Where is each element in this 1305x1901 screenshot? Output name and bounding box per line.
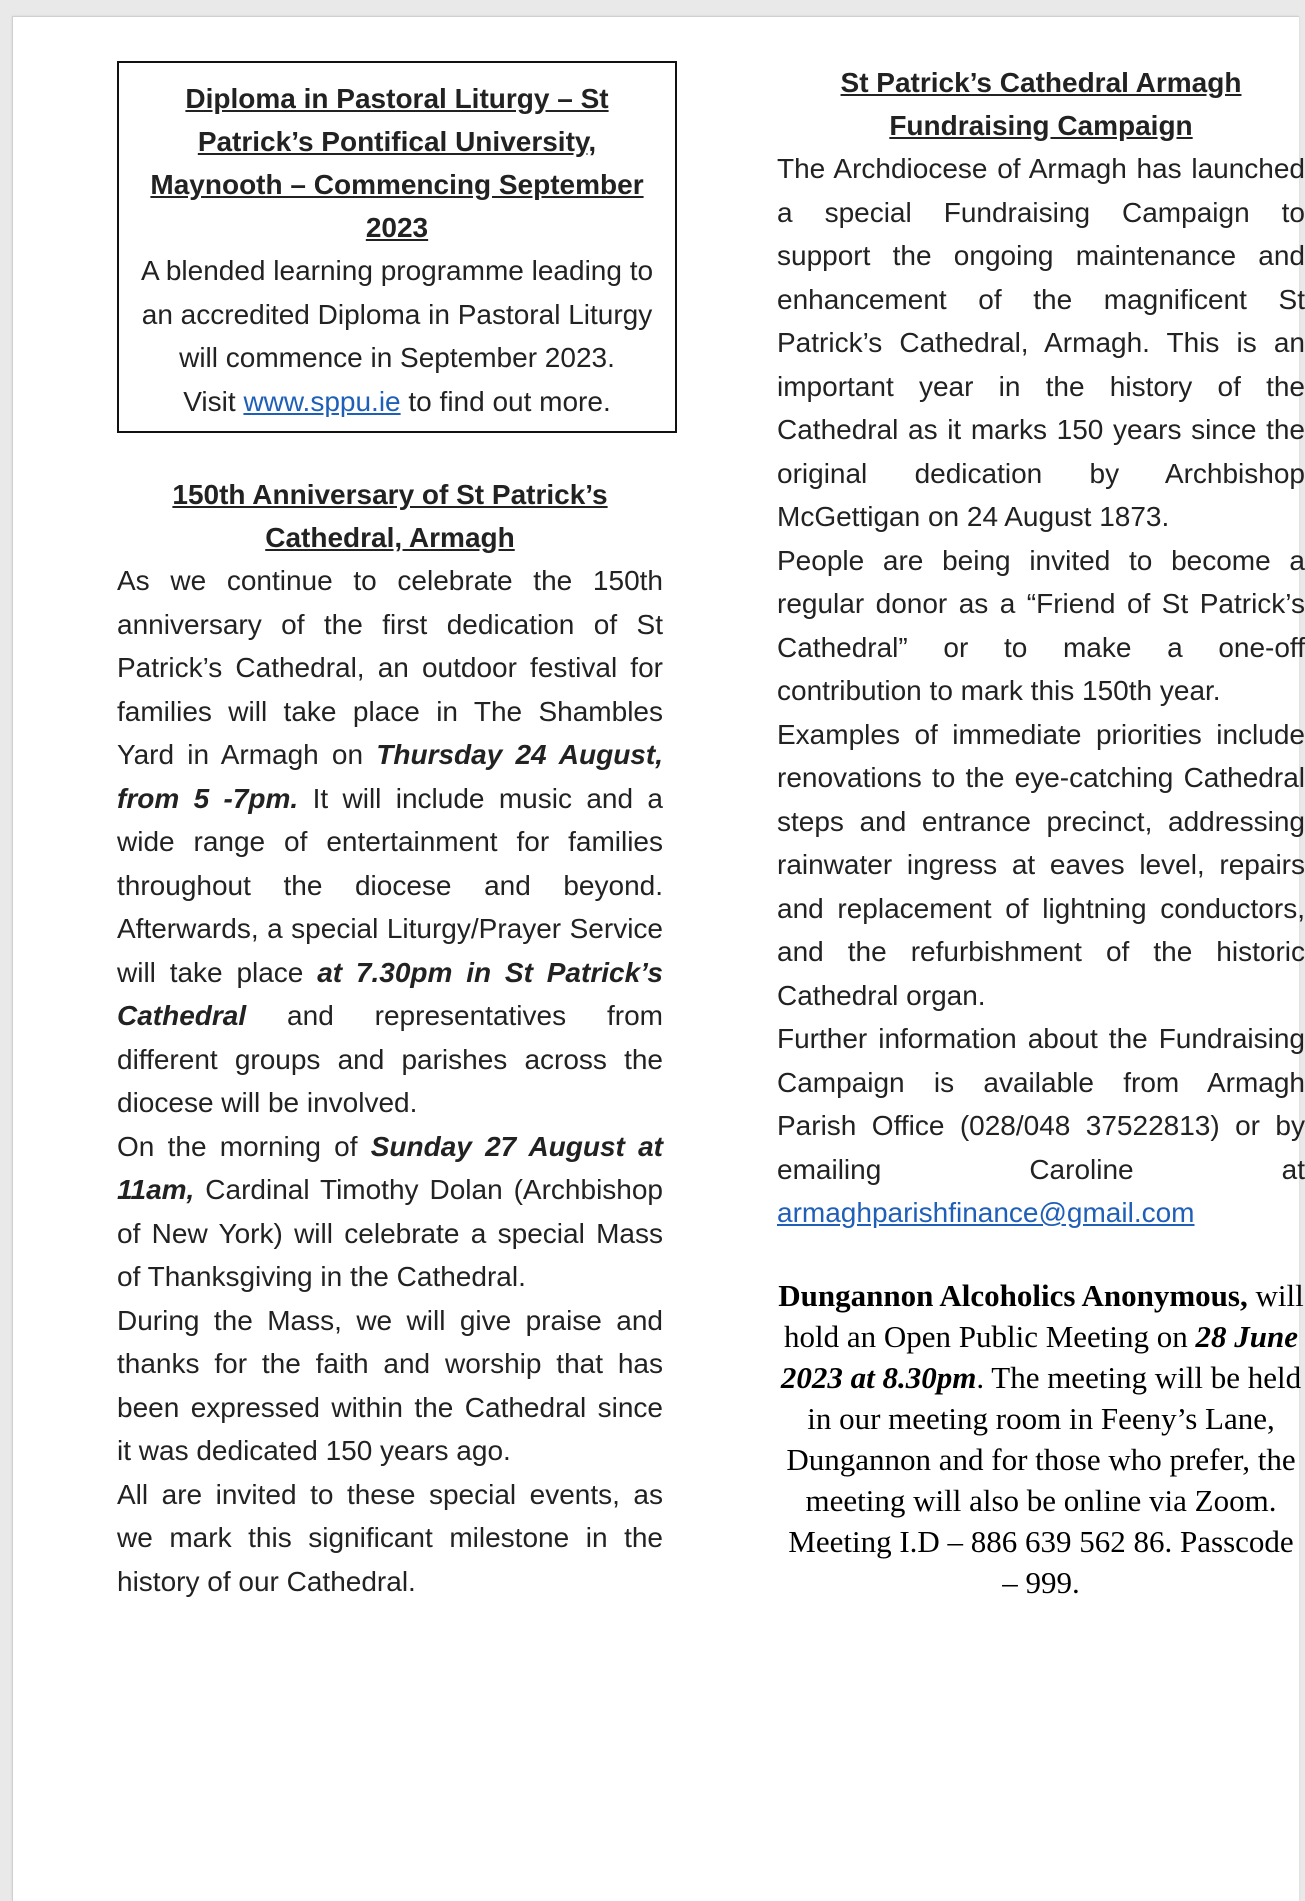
diploma-visit-suffix: to find out more.	[400, 385, 611, 417]
anniversary-paragraph-1	[117, 559, 663, 1125]
anniversary-p1-text-c: It will include music and a wide range of entertainment for families throughout the diocese and beyond. Afterwards, a special Liturgy/Prayer Service will take place	[117, 782, 663, 988]
aa-text-1: will hold an Open Public Meeting on	[783, 1277, 1304, 1354]
sppu-link[interactable]: www.sppu.ie	[243, 385, 401, 417]
diploma-visit-line	[135, 380, 659, 424]
anniversary-p1-text-e: and representatives from different groups and parishes across the diocese will be involved.	[117, 1000, 663, 1118]
anniversary-p2-text-c: Cardinal Timothy Dolan (Archbishop of New York) will celebrate a special Mass of Thanksgiving in the Cathedral.	[117, 1174, 663, 1292]
diploma-notice-box	[117, 61, 677, 433]
document-page	[12, 16, 1305, 1901]
anniversary-p2-text-a: On the morning of	[117, 1130, 371, 1162]
diploma-body: A blended learning programme leading to an accredited Diploma in Pastoral Liturgy will commence in September 2023.	[140, 255, 654, 373]
fundraising-paragraph-4	[777, 1017, 1305, 1235]
anniversary-p1-text-a: As we continue to celebrate the 150th anniversary of the first dedication of St Patrick’s Cathedral, an outdoor festival for families will take place in The Shambles Yard in Armagh on	[117, 565, 663, 770]
left-column	[103, 61, 663, 1603]
aa-date: 28 June 2023 at 8.30pm	[780, 1318, 1299, 1395]
anniversary-paragraph-4: All are invited to these special events, as we mark this significant milestone in the history of our Cathedral.	[117, 1478, 663, 1597]
mass-date: Sunday 27 August at 11am,	[117, 1130, 663, 1205]
diploma-title: Diploma in Pastoral Liturgy – St Patrick’s Pontifical University, Maynooth – Commencing September 2023	[150, 83, 644, 243]
fundraising-paragraph-2: People are being invited to become a regular donor as a “Friend of St Patrick’s Cathedral” or to make a one-off contribution to mark this 150th year.	[777, 544, 1305, 706]
aa-text-2: . The meeting will be held in our meeting room in Feeny’s Lane, Dungannon and for those who prefer, the meeting will also be online via Zoom. Meeting I.D – 886 639 562 86. Passcode – 999.	[786, 1359, 1302, 1600]
email-link[interactable]: armaghparishfinance@gmail.com	[777, 1197, 1195, 1228]
right-column	[777, 61, 1305, 1634]
fundraising-p4-text: Further information about the Fundraising Campaign is available from Armagh Parish Office (028/048 37522813) or by emailing Caroline at	[777, 1023, 1305, 1185]
fundraising-paragraph-3: Examples of immediate priorities include renovations to the eye-catching Cathedral steps and entrance precinct, addressing rainwater ingress at eaves level, repairs and replacement of lightning conductors, and the refurbishment of the historic Cathedral organ.	[777, 718, 1305, 1011]
festival-date: Thursday 24 August, from 5 -7pm.	[117, 739, 663, 814]
anniversary-title: 150th Anniversary of St Patrick’s Cathedral, Armagh	[172, 479, 608, 553]
anniversary-section	[117, 473, 663, 1603]
fundraising-paragraph-1: The Archdiocese of Armagh has launched a special Fundraising Campaign to support the ongoing maintenance and enhancement of the magnificent St Patrick’s Cathedral, Armagh. This is an important year in the history of the Cathedral as it marks 150 years since the original dedication by Archbishop McGettigan on 24 August 1873.	[777, 153, 1305, 532]
aa-name: Dungannon Alcoholics Anonymous,	[778, 1277, 1248, 1313]
fundraising-title: St Patrick’s Cathedral Armagh Fundraising Campaign	[840, 67, 1242, 141]
diploma-visit-prefix: Visit	[183, 385, 244, 417]
aa-notice	[777, 1275, 1305, 1603]
anniversary-paragraph-2	[117, 1125, 663, 1299]
anniversary-paragraph-3: During the Mass, we will give praise and thanks for the faith and worship that has been expressed within the Cathedral since it was dedicated 150 years ago.	[117, 1304, 663, 1466]
service-time: at 7.30pm in St Patrick’s Cathedral	[117, 956, 663, 1031]
